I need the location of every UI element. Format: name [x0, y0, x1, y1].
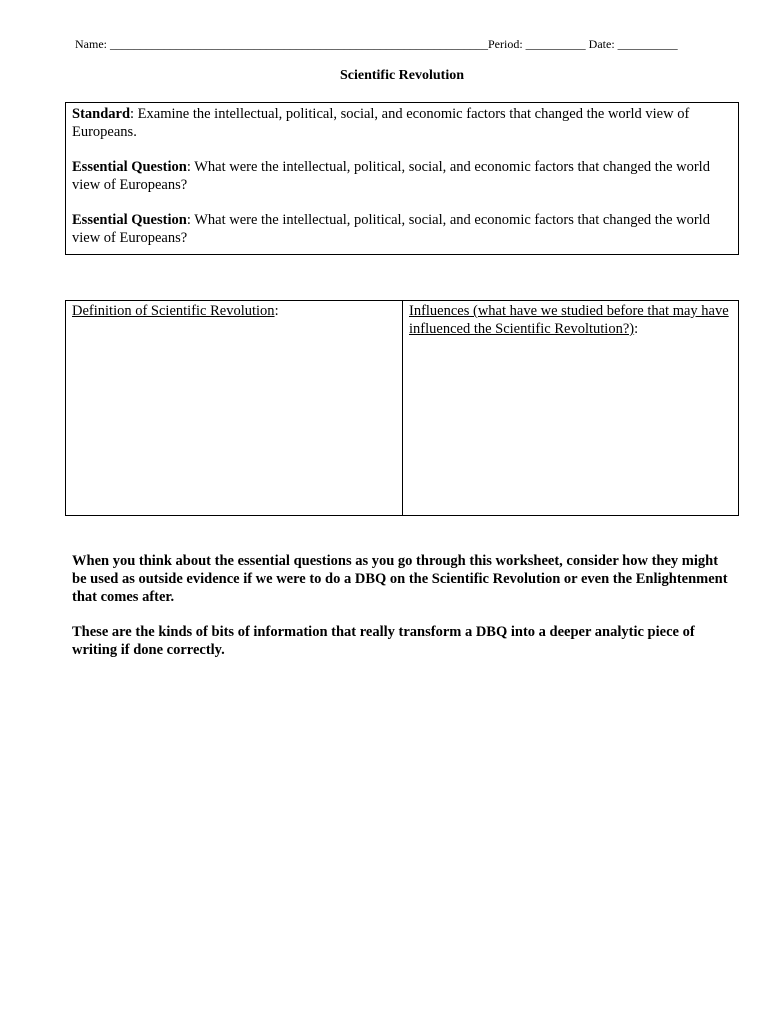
name-blank: _______________________________________________________________ [110, 37, 488, 51]
period-blank: __________ [525, 37, 586, 51]
influences-heading: Influences (what have we studied before that may have influenced the Scientific Revoltution?) [409, 303, 729, 337]
influences-cell[interactable] [403, 301, 738, 515]
definition-heading-colon: : [274, 303, 279, 319]
page-title: Scientific Revolution [339, 68, 465, 83]
standard-text: : Examine the intellectual, political, social, and economic factors that changed the world view of Europeans. [72, 106, 690, 140]
definition-influences-table [65, 300, 739, 516]
definition-cell[interactable] [66, 301, 403, 515]
dbq-note: When you think about the essential questions as you go through this worksheet, consider how they might be used as outside evidence if we were to do a DBQ on the Scientific Revolution or even the Enlightenment that comes after. [72, 553, 728, 605]
essential-question-label: Essential Question [72, 212, 187, 228]
essential-question-2 [72, 211, 732, 247]
essential-question-label: Essential Question [72, 159, 187, 175]
standard-box [65, 102, 739, 255]
header-line [75, 37, 735, 51]
date-blank: __________ [617, 37, 678, 51]
essential-question-text: : What were the intellectual, political, social, and economic factors that changed the world view of Europeans? [72, 212, 710, 246]
essential-question-1 [72, 158, 732, 194]
date-label: Date: [588, 37, 615, 51]
influences-heading-colon: : [634, 321, 639, 337]
standard-label: Standard [72, 106, 131, 122]
standard-paragraph [72, 105, 732, 141]
period-label: Period: [488, 37, 523, 51]
definition-heading: Definition of Scientific Revolution [72, 303, 275, 319]
essential-question-text: : What were the intellectual, political, social, and economic factors that changed the world view of Europeans? [72, 159, 710, 193]
name-label: Name: [75, 37, 107, 51]
dbq-note: These are the kinds of bits of information that really transform a DBQ into a deeper analytic piece of writing if done correctly. [72, 624, 695, 658]
